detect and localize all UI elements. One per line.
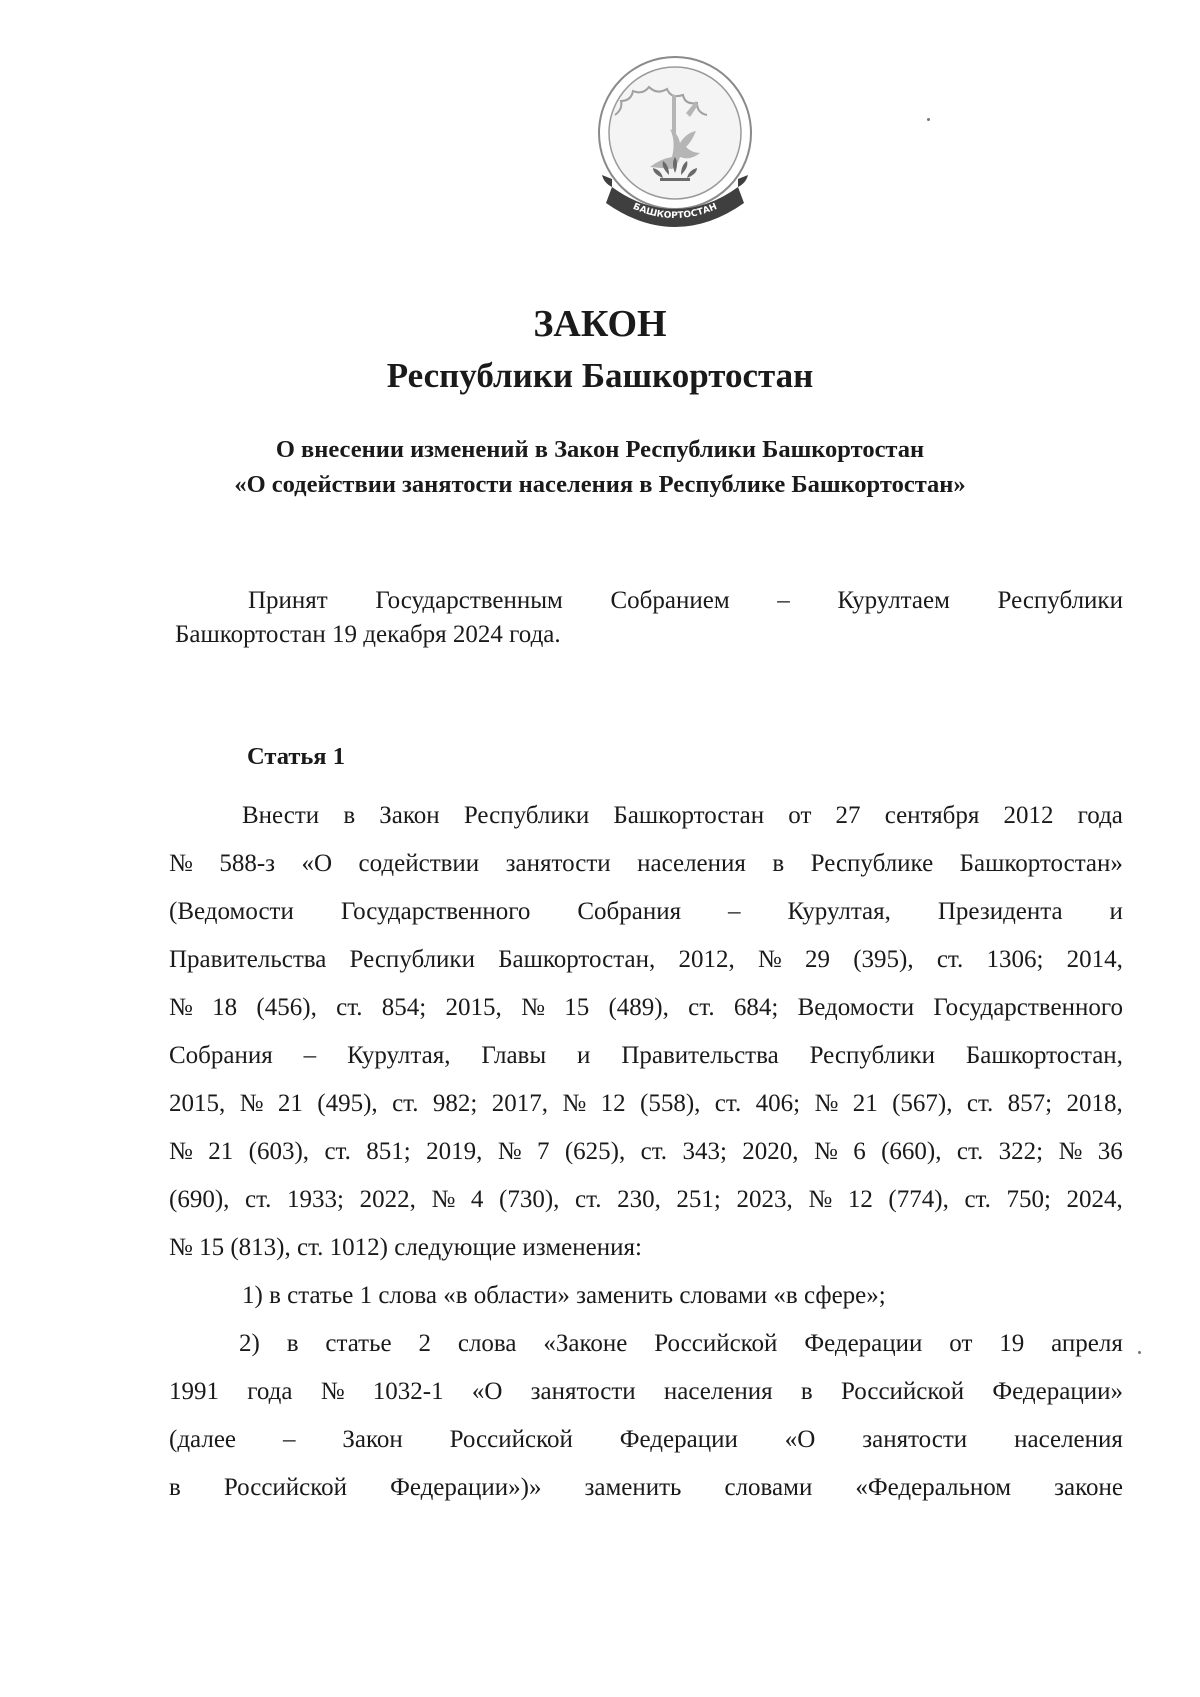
body-line xyxy=(169,888,1123,936)
word: 406; xyxy=(755,1090,801,1117)
word: № xyxy=(1058,1138,1083,1165)
word: № xyxy=(239,1090,264,1117)
word: № xyxy=(497,1138,522,1165)
word: населения xyxy=(637,850,746,877)
word: 322; xyxy=(998,1138,1044,1165)
adoption-note-line xyxy=(175,584,1123,618)
word: Президента xyxy=(937,898,1063,925)
word: (660), xyxy=(881,1138,942,1165)
word: в xyxy=(800,1378,813,1405)
word: ст. xyxy=(956,1138,984,1165)
word: 2015, xyxy=(169,1090,226,1117)
word: 2019, xyxy=(426,1138,483,1165)
body-line xyxy=(169,1224,1123,1272)
body-line xyxy=(169,1128,1123,1176)
article-heading: Статья 1 xyxy=(247,743,345,770)
law-subject xyxy=(0,432,1200,502)
word: 2017, xyxy=(491,1090,548,1117)
article-body xyxy=(169,792,1123,1512)
word: ст. xyxy=(245,1186,272,1213)
word: Федерации xyxy=(619,1426,738,1453)
word: ст. xyxy=(640,1138,668,1165)
word: № xyxy=(169,1138,193,1165)
word: занятости xyxy=(530,1378,636,1405)
word: Закон xyxy=(342,1426,403,1453)
word: Башкортостан xyxy=(613,802,765,829)
word: Федерации» xyxy=(992,1378,1123,1405)
word: Республики xyxy=(997,587,1123,614)
body-line xyxy=(169,1032,1123,1080)
body-line xyxy=(169,984,1123,1032)
word: 7 xyxy=(536,1138,550,1165)
word: занятости xyxy=(862,1426,968,1453)
word: № xyxy=(431,1186,456,1213)
word: сентября xyxy=(884,802,980,829)
word: – xyxy=(303,1042,317,1069)
word: в xyxy=(286,1330,299,1357)
word: (456), xyxy=(256,994,317,1021)
word: Курултая, xyxy=(787,898,891,925)
word: ст. xyxy=(714,1090,742,1117)
word: 2014, xyxy=(1066,946,1123,973)
document-subtitle: Республики Башкортостан xyxy=(386,356,814,395)
word: (774), xyxy=(888,1186,949,1213)
word: Федерации xyxy=(804,1330,923,1357)
word: 2024, xyxy=(1066,1186,1123,1213)
word: 21 xyxy=(208,1138,234,1165)
word: словами xyxy=(724,1474,813,1501)
word: 230, xyxy=(617,1186,661,1213)
word: 15 xyxy=(564,994,590,1021)
scan-speck xyxy=(927,118,930,121)
word: ст. xyxy=(392,1090,419,1117)
word: Внести xyxy=(242,802,320,829)
word: 2012, xyxy=(678,946,735,973)
word: Закон xyxy=(379,802,440,829)
scan-speck xyxy=(1138,1351,1141,1354)
word: 1306; xyxy=(986,946,1044,973)
word: № 15 (813), ст. 1012) следующие изменения: xyxy=(169,1234,642,1261)
word: Российской xyxy=(840,1378,965,1405)
word: Республики xyxy=(463,802,590,829)
word: 343; xyxy=(682,1138,727,1165)
word: Курултая, xyxy=(347,1042,451,1069)
word: законе xyxy=(1054,1474,1123,1501)
word: (495), xyxy=(317,1090,378,1117)
body-line xyxy=(169,792,1123,840)
word: года xyxy=(247,1378,293,1405)
word: Республики xyxy=(349,946,475,973)
word: 2) xyxy=(239,1330,260,1357)
word: Собрания xyxy=(577,898,682,925)
word: Башкортостан, xyxy=(965,1042,1123,1069)
word: Государственного xyxy=(933,994,1123,1021)
word: Российской xyxy=(223,1474,348,1501)
word: № xyxy=(808,1186,833,1213)
word: (730), xyxy=(499,1186,560,1213)
word: Республике xyxy=(810,850,934,877)
coat-of-arms-emblem xyxy=(590,55,760,240)
word: 1032-1 xyxy=(372,1378,444,1405)
word: 2020, xyxy=(742,1138,799,1165)
word: (625), xyxy=(564,1138,626,1165)
word: Федерации»)» xyxy=(390,1474,542,1501)
word: 2015, xyxy=(445,994,502,1021)
word: 982; xyxy=(432,1090,478,1117)
word: ст. xyxy=(688,994,715,1021)
word: 4 xyxy=(470,1186,484,1213)
word: Башкортостан» xyxy=(959,850,1123,877)
word: Курултаем xyxy=(837,587,950,614)
word: № xyxy=(814,1090,839,1117)
word: – xyxy=(777,587,790,614)
law-subject-line: О внесении изменений в Закон Республики Башкортостан xyxy=(275,436,925,463)
word: и xyxy=(1109,898,1123,925)
word: 1) в статье 1 слова «в области» заменить словами «в сфере»; xyxy=(242,1282,886,1309)
word: «О xyxy=(784,1426,816,1453)
word: Государственного xyxy=(340,898,531,925)
word: 750; xyxy=(1006,1186,1051,1213)
word: Российской xyxy=(449,1426,573,1453)
body-line xyxy=(169,1320,1123,1368)
body-line xyxy=(169,1080,1123,1128)
word: 854; xyxy=(381,994,427,1021)
word: 684; xyxy=(733,994,779,1021)
word: статье xyxy=(325,1330,392,1357)
word: 1991 xyxy=(169,1378,219,1405)
word: Собранием xyxy=(610,587,730,614)
body-line xyxy=(169,1176,1123,1224)
word: 851; xyxy=(366,1138,411,1165)
word: Главы xyxy=(481,1042,547,1069)
word: № xyxy=(320,1378,345,1405)
word: ст. xyxy=(966,1090,994,1117)
word: (489), xyxy=(608,994,669,1021)
word: 251; xyxy=(676,1186,721,1213)
document-title: ЗАКОН xyxy=(533,303,667,345)
word: 2023, xyxy=(736,1186,793,1213)
word: 2022, xyxy=(359,1186,416,1213)
word: 2018, xyxy=(1066,1090,1123,1117)
word: ст. xyxy=(575,1186,602,1213)
body-line xyxy=(169,936,1123,984)
body-line xyxy=(169,840,1123,888)
body-line xyxy=(169,1464,1123,1512)
word: (далее xyxy=(169,1426,237,1453)
word: № xyxy=(813,1138,838,1165)
word: 21 xyxy=(277,1090,303,1117)
word: Башкортостан, xyxy=(498,946,656,973)
word: ст. xyxy=(336,994,363,1021)
word: года xyxy=(1077,802,1123,829)
body-line xyxy=(169,1272,1123,1320)
word: Российской xyxy=(654,1330,778,1357)
word: № xyxy=(169,850,193,877)
word: 21 xyxy=(852,1090,878,1117)
word: Республики xyxy=(809,1042,935,1069)
word: заменить xyxy=(584,1474,682,1501)
word: Ведомости xyxy=(797,994,915,1021)
word: 6 xyxy=(853,1138,866,1165)
body-line xyxy=(169,1368,1123,1416)
word: ст. xyxy=(324,1138,351,1165)
word: Принят xyxy=(248,587,328,614)
word: «О xyxy=(471,1378,503,1405)
word: Правительства xyxy=(621,1042,779,1069)
word: 2 xyxy=(418,1330,431,1357)
adoption-note-line: Башкортостан 19 декабря 2024 года. xyxy=(175,621,561,648)
word: «Законе xyxy=(543,1330,628,1357)
word: № xyxy=(562,1090,587,1117)
word: Государственным xyxy=(375,587,563,614)
word: в xyxy=(169,1474,181,1501)
word: 12 xyxy=(600,1090,626,1117)
law-subject-line: «О содействии занятости населения в Республике Башкортостан» xyxy=(234,471,966,498)
word: № xyxy=(169,994,193,1021)
word: (690), xyxy=(169,1186,230,1213)
word: и xyxy=(577,1042,591,1069)
word: ст. xyxy=(964,1186,991,1213)
word: содействии xyxy=(358,850,480,877)
word: 857; xyxy=(1007,1090,1053,1117)
word: в xyxy=(772,850,785,877)
word: – xyxy=(728,898,741,925)
word: 36 xyxy=(1097,1138,1123,1165)
word: Правительства xyxy=(169,946,327,973)
word: населения xyxy=(1014,1426,1123,1453)
word: 18 xyxy=(212,994,238,1021)
word: занятости xyxy=(505,850,611,877)
emblem-banner-text: БАШКОРТОСТАН xyxy=(631,201,719,222)
word: (Ведомости xyxy=(169,898,294,925)
word: (395), xyxy=(853,946,914,973)
adoption-note xyxy=(175,584,1123,652)
word: № xyxy=(757,946,782,973)
word: 588-з xyxy=(219,850,276,877)
word: – xyxy=(282,1426,296,1453)
word: слова xyxy=(457,1330,517,1357)
word: 2012 xyxy=(1003,802,1054,829)
word: (558), xyxy=(640,1090,701,1117)
word: 19 xyxy=(999,1330,1025,1357)
word: в xyxy=(343,802,356,829)
word: 27 xyxy=(835,802,861,829)
word: (603), xyxy=(248,1138,310,1165)
word: 12 xyxy=(847,1186,873,1213)
word: Собрания xyxy=(169,1042,273,1069)
word: ст. xyxy=(936,946,964,973)
word: апреля xyxy=(1051,1330,1123,1357)
word: 29 xyxy=(804,946,830,973)
word: от xyxy=(949,1330,973,1357)
word: (567), xyxy=(892,1090,953,1117)
word: населения xyxy=(663,1378,773,1405)
word: «Федеральном xyxy=(855,1474,1012,1501)
word: № xyxy=(521,994,545,1021)
word: «О xyxy=(301,850,333,877)
body-line xyxy=(169,1416,1123,1464)
word: 1933; xyxy=(287,1186,344,1213)
word: от xyxy=(788,802,812,829)
